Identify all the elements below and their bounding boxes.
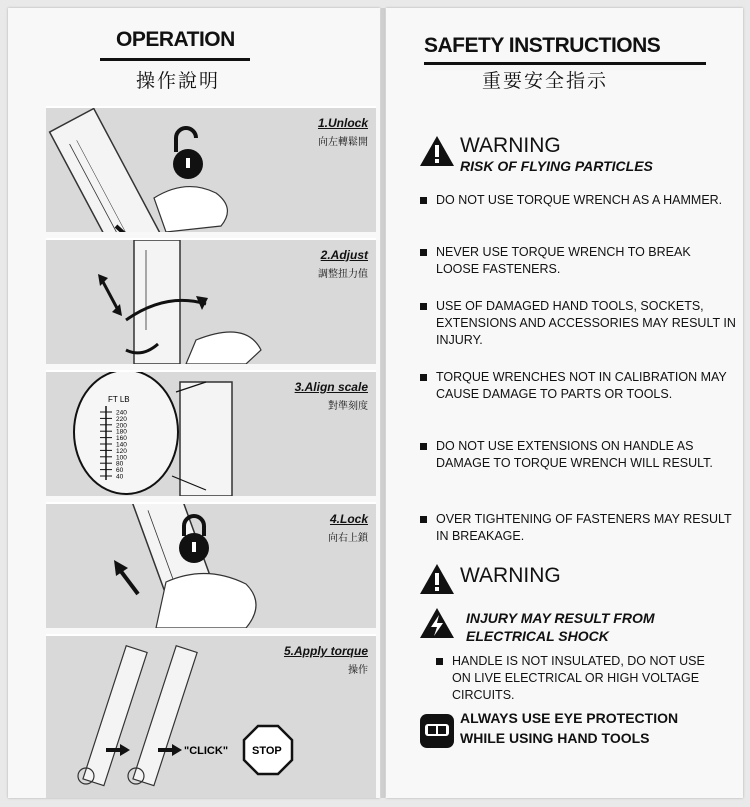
step-align-cn: 對準刻度 xyxy=(328,401,368,412)
scale-tick-label: 40 xyxy=(116,473,124,481)
step-lock-panel xyxy=(46,502,376,628)
arrow-right-icon xyxy=(120,744,130,756)
warning-item: NEVER USE TORQUE WRENCH TO BREAK LOOSE FASTENERS. xyxy=(436,244,736,278)
scale-tick-label: 180 xyxy=(116,428,127,436)
arrow-right-icon xyxy=(172,744,182,756)
operation-title: OPERATION xyxy=(116,28,235,51)
step-adjust-header xyxy=(318,248,368,280)
scale-tick-label: 120 xyxy=(116,447,127,455)
eye-protection-line1: ALWAYS USE EYE PROTECTION xyxy=(460,710,679,726)
scale-tick-label: 80 xyxy=(116,460,124,468)
operation-title-cn: 操作說明 xyxy=(136,70,221,92)
scale-tick-label: 200 xyxy=(116,422,127,430)
unlocked-padlock-icon xyxy=(173,128,203,179)
title-underline xyxy=(424,62,706,65)
title-underline xyxy=(100,58,250,61)
warning-item: DO NOT USE EXTENSIONS ON HANDLE AS DAMAGE TO TORQUE WRENCH WILL RESULT. xyxy=(436,438,736,472)
warning-heading: WARNING xyxy=(460,134,561,157)
step-unlock-panel xyxy=(46,106,376,232)
warning-item: TORQUE WRENCHES NOT IN CALIBRATION MAY CAUSE DAMAGE TO PARTS OR TOOLS. xyxy=(436,369,736,403)
scale-tick-label: 60 xyxy=(116,467,124,475)
locked-padlock-icon xyxy=(179,516,209,563)
step-align-header xyxy=(295,380,368,412)
eye-protection-icon xyxy=(420,714,454,748)
stop-text: STOP xyxy=(252,745,282,757)
safety-page xyxy=(386,8,743,798)
scale-tick-label: 220 xyxy=(116,415,127,423)
electrical-subtitle-line1: INJURY MAY RESULT FROM xyxy=(466,610,655,626)
lock-illustration xyxy=(46,504,376,628)
electrical-shock-icon xyxy=(418,606,456,640)
warning-subtitle: RISK OF FLYING PARTICLES xyxy=(460,158,653,174)
safety-title-cn: 重要安全指示 xyxy=(482,70,609,92)
step-unlock-header xyxy=(318,116,368,148)
warning-item: USE OF DAMAGED HAND TOOLS, SOCKETS, EXTENSIONS AND ACCESSORIES MAY RESULT IN INJURY. xyxy=(436,298,736,349)
step-adjust-label: 2.Adjust xyxy=(320,248,368,262)
safety-title: SAFETY INSTRUCTIONS xyxy=(424,34,661,57)
warning-item: DO NOT USE TORQUE WRENCH AS A HAMMER. xyxy=(436,192,736,209)
step-align-label: 3.Align scale xyxy=(294,380,368,394)
scale-tick-label: 160 xyxy=(116,435,127,443)
operation-page xyxy=(8,8,380,798)
stop-sign-icon xyxy=(244,726,292,774)
step-lock-label: 4.Lock xyxy=(329,512,368,526)
step-lock-cn: 向右上鎖 xyxy=(328,533,368,544)
step-unlock-label: 1.Unlock xyxy=(317,116,368,130)
step-apply-panel xyxy=(46,634,376,798)
step-apply-header xyxy=(284,644,368,676)
step-lock-header xyxy=(328,512,368,544)
warning-item: OVER TIGHTENING OF FASTENERS MAY RESULT IN BREAKAGE. xyxy=(436,511,736,545)
eye-protection-line2: WHILE USING HAND TOOLS xyxy=(460,730,650,746)
scale-tick-label: 140 xyxy=(116,441,127,449)
step-apply-cn: 操作 xyxy=(348,665,368,676)
click-text: "CLICK" xyxy=(184,745,229,757)
warning-triangle-icon xyxy=(418,134,456,168)
scale-tick-label: 100 xyxy=(116,454,127,462)
warning-heading: WARNING xyxy=(460,564,561,587)
step-unlock-cn: 向左轉鬆開 xyxy=(318,137,368,148)
scale-tick-label: 240 xyxy=(116,409,127,417)
step-apply-label: 5.Apply torque xyxy=(283,644,368,658)
step-adjust-panel xyxy=(46,238,376,364)
step-align-panel xyxy=(46,370,376,496)
step-adjust-cn: 調整扭力值 xyxy=(318,269,368,280)
electrical-subtitle-line2: ELECTRICAL SHOCK xyxy=(466,628,609,644)
warning-item: HANDLE IS NOT INSULATED, DO NOT USE ON LIVE ELECTRICAL OR HIGH VOLTAGE CIRCUITS. xyxy=(452,653,722,704)
warning-triangle-icon xyxy=(418,562,456,596)
scale-unit-label: FT LB xyxy=(108,395,130,404)
page-fold xyxy=(381,8,385,798)
